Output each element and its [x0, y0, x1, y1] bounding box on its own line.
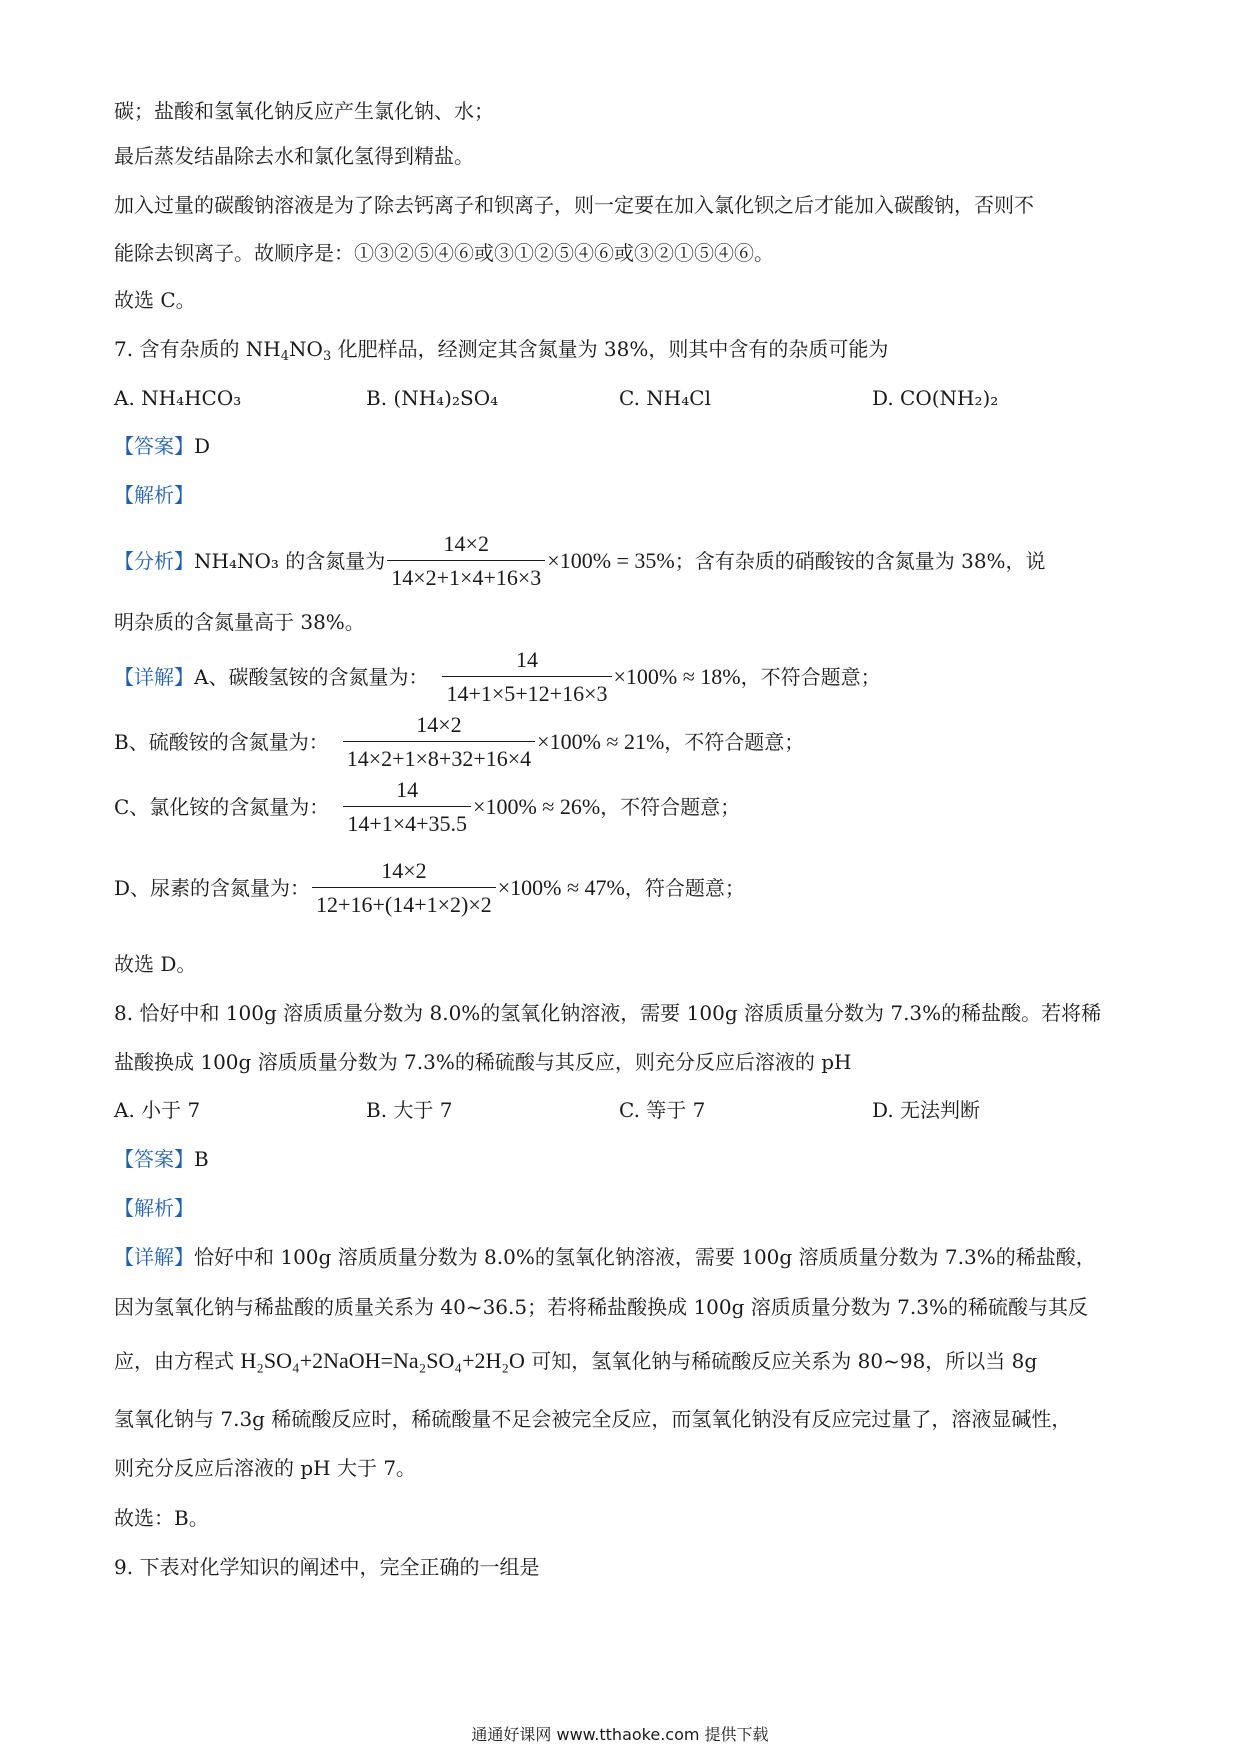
text-line: 则充分反应后溶液的 pH 大于 7。: [114, 1456, 417, 1480]
q8-option-a: A. 小于 7: [114, 1098, 201, 1122]
q8-final: 故选：B。: [114, 1506, 209, 1530]
text-line: 氢氧化钠与 7.3g 稀硫酸反应时，稀硫酸量不足会被完全反应，而氢氧化钠没有反应完过量了，溶液显碱性，: [114, 1407, 1072, 1431]
fraction: $\frac{14}{14+1\times 5+12+16\times 3}$: [442, 646, 611, 708]
question-9-stem: 9. 下表对化学知识的阐述中，完全正确的一组是: [114, 1555, 540, 1579]
q8-answer: 【答案】B: [114, 1147, 209, 1171]
q7-option-d: D. CO(NH₂)₂: [872, 386, 999, 410]
fraction: $\frac{14}{14+1\times 4+35.5}$: [343, 776, 471, 838]
q7-final: 故选 D。: [114, 952, 197, 976]
fraction: $\frac{14\times 2}{12+16+(14+1\times 2)\times 2}$: [312, 857, 496, 919]
q8-option-c: C. 等于 7: [619, 1098, 706, 1122]
footer-watermark: 通通好课网 www.tthaoke.com 提供下载: [471, 1725, 769, 1744]
text-line: 碳；盐酸和氢氧化钠反应产生氯化钠、水；: [114, 99, 494, 123]
question-8-stem: 盐酸换成 100g 溶质质量分数为 7.3%的稀硫酸与其反应，则充分反应后溶液的 pH: [114, 1050, 852, 1074]
text-line: 能除去钡离子。故顺序是：①③②⑤④⑥或③①②⑤④⑥或③②①⑤④⑥。: [114, 241, 774, 265]
q7-detail-d: D、尿素的含氮量为： $\frac{14\times 2}{12+16+(14+1\times 2)\times 2}$ ×100% ≈ 47% ，符合题意；: [114, 858, 745, 917]
text-line: 明杂质的含氮量高于 38%。: [114, 610, 365, 634]
question-8-stem: 8. 恰好中和 100g 溶质质量分数为 8.0%的氢氧化钠溶液，需要 100g 溶质质量分数为 7.3%的稀盐酸。若将稀: [114, 1001, 1102, 1025]
q8-detail: 【详解】恰好中和 100g 溶质质量分数为 8.0%的氢氧化钠溶液，需要 100g 溶质质量分数为 7.3%的稀盐酸，: [114, 1245, 1096, 1269]
q7-option-b: B. (NH₄)₂SO₄: [366, 386, 499, 410]
q8-option-b: B. 大于 7: [366, 1098, 453, 1122]
q7-detail-b: B、硫酸铵的含氮量为： $\frac{14\times 2}{14\times 2+1\times 8+32+16\times 4}$ ×100% ≈ 21% ，不符合题意；: [114, 712, 805, 771]
chemical-equation: H₂SO₄+2NaOH=Na₂SO₄+2H₂O: [240, 1348, 525, 1373]
question-7-stem: 7. 含有杂质的 $NH_4NO_3$ 化肥样品，经测定其含氮量为 38%，则其中含有的杂质可能为: [114, 337, 889, 364]
fraction: $\frac{14\times 2}{14\times 2+1\times 8+32+16\times 4}$: [343, 711, 535, 773]
q7-detail-a: 【详解】 A、碳酸氢铵的含氮量为： $\frac{14}{14+1\times 5+12+16\times 3}$ ×100% ≈ 18% ，不符合题意；: [114, 647, 881, 706]
text-line: 最后蒸发结晶除去水和氯化氢得到精盐。: [114, 144, 474, 168]
text-line: 因为氢氧化钠与稀盐酸的质量关系为 40~36.5；若将稀盐酸换成 100g 溶质质量分数为 7.3%的稀硫酸与其反: [114, 1295, 1088, 1319]
q7-detail-c: C、氯化铵的含氮量为： $\frac{14}{14+1\times 4+35.5}$ ×100% ≈ 26% ，不符合题意；: [114, 777, 741, 836]
text-line: 故选 C。: [114, 288, 196, 312]
q7-answer: 【答案】D: [114, 434, 211, 458]
q7-analysis-tag: 【解析】: [114, 483, 194, 507]
q7-fenxi: 【分析】 NH₄NO₃ 的含氮量为 $\frac{14\times 2}{14\times 2+1\times 4+16\times 3}$ ×100% = 35% ；含有杂质的硝酸铵的含氮量为 38%，说: [114, 531, 1046, 590]
fraction: $\frac{14\times 2}{14\times 2+1\times 4+16\times 3}$: [387, 530, 545, 592]
text-line: 加入过量的碳酸钠溶液是为了除去钙离子和钡离子，则一定要在加入氯化钡之后才能加入碳酸钠，否则不: [114, 193, 1034, 217]
q7-option-a: A. NH₄HCO₃: [114, 386, 242, 410]
q8-analysis-tag: 【解析】: [114, 1196, 194, 1220]
q8-option-d: D. 无法判断: [872, 1098, 981, 1122]
text-line: 应，由方程式 H₂SO₄+2NaOH=Na₂SO₄+2H₂O 可知，氢氧化钠与稀硫酸反应关系为 80~98，所以当 8g: [114, 1348, 1038, 1373]
q7-option-c: C. NH₄Cl: [619, 386, 711, 410]
